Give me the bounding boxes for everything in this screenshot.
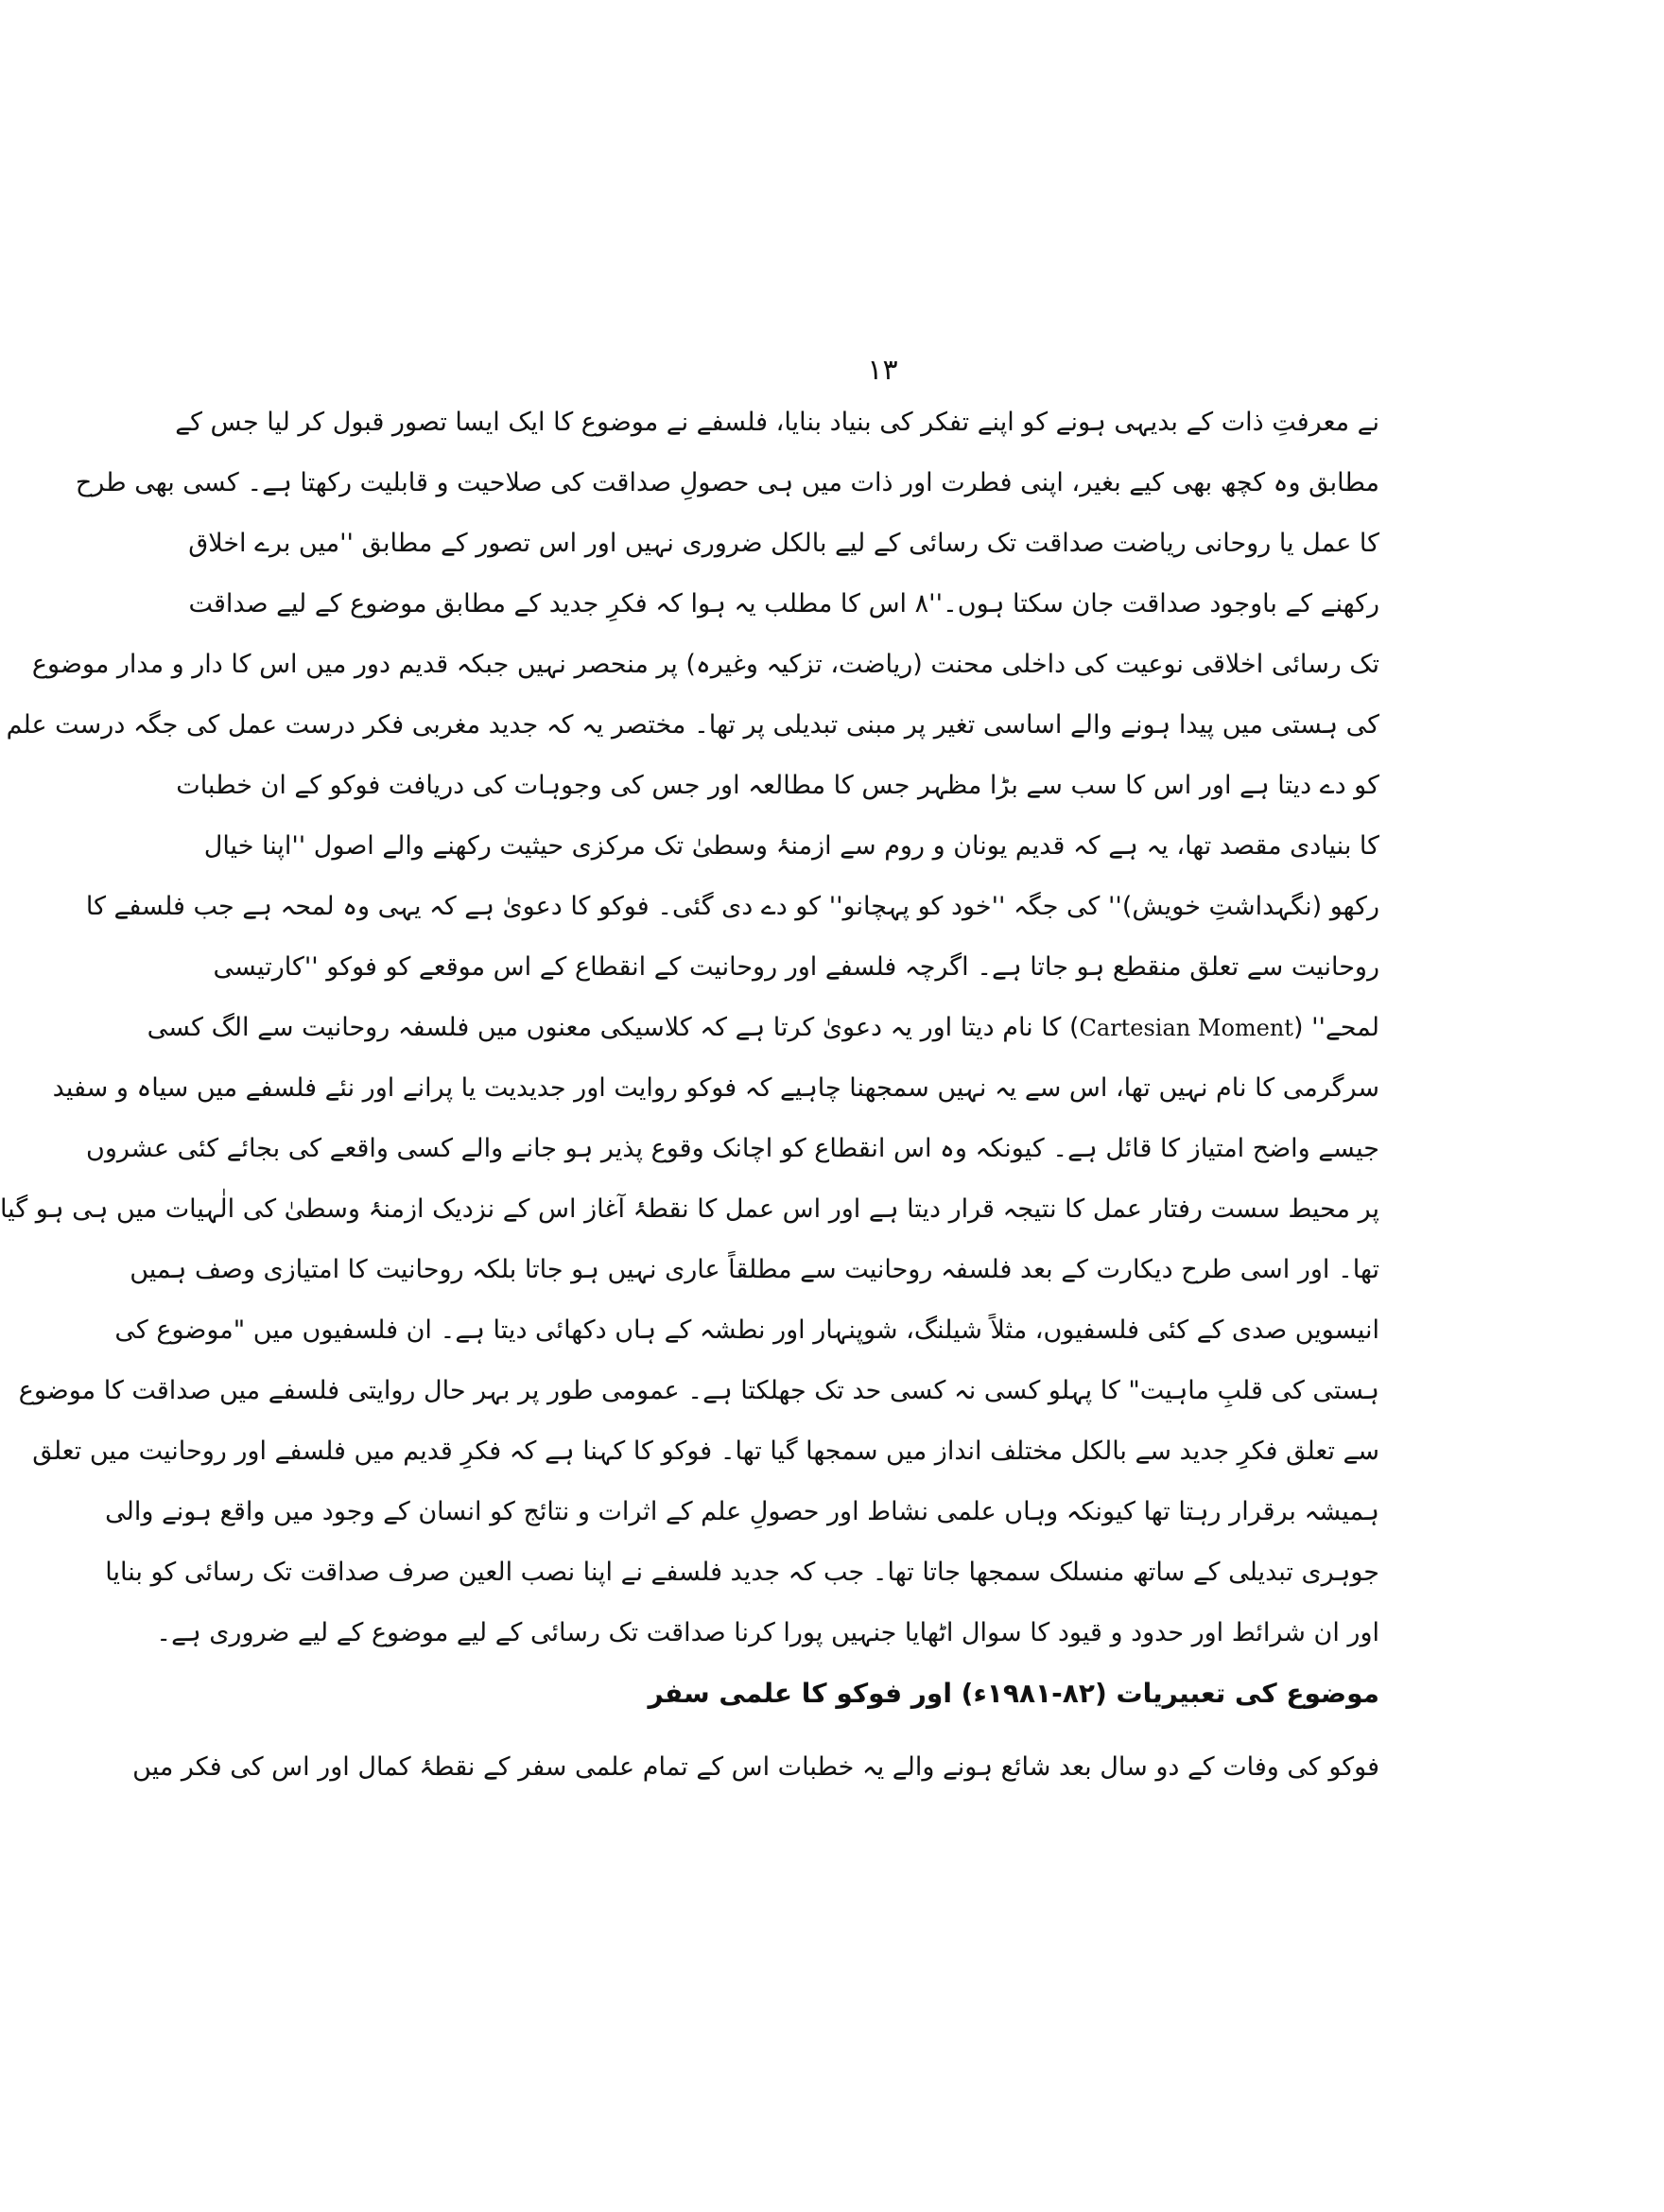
body-line: اور ان شرائط اور حدود و قیود کا سوال اٹھایا جنہیں پورا کرنا صداقت تک رسائی کے لیے موضوع کے لیے ضروری ہے۔ <box>156 1618 1379 1647</box>
body-line: سے تعلق فکرِ جدید سے بالکل مختلف انداز میں سمجھا گیا تھا۔ فوکو کا کہنا ہے کہ فکرِ قدیم میں فلسفے اور روحانیت میں تعلق <box>32 1437 1379 1466</box>
body-line: تک رسائی اخلاقی نوعیت کی داخلی محنت (ریاضت، تزکیہ وغیرہ) پر منحصر نہیں جبکہ قدیم دور میں اس کا دار و مدار موضوع <box>31 650 1379 679</box>
body-line: روحانیت سے تعلق منقطع ہو جاتا ہے۔ اگرچہ فلسفے اور روحانیت کے انقطاع کے اس موقعے کو فوکو ''کارتیسی <box>213 952 1379 982</box>
body-line: ہمیشہ برقرار رہتا تھا کیونکہ وہاں علمی نشاط اور حصولِ علم کے اثرات و نتائج کو انسان کے وجود میں واقع ہونے والی <box>105 1497 1379 1526</box>
body-line: نے معرفتِ ذات کے بدیہی ہونے کو اپنے تفکر کی بنیاد بنایا، فلسفے نے موضوع کا ایک ایسا تصور قبول کر لیا جس کے <box>175 408 1379 437</box>
body-line: انیسویں صدی کے کئی فلسفیوں، مثلاً شیلنگ، شوپنہار اور نطشہ کے ہاں دکھائی دیتا ہے۔ ان فلسفیوں میں "موضوع کی <box>114 1315 1379 1345</box>
cartesian-moment-term: Cartesian Moment <box>1079 1015 1293 1041</box>
body-line: جیسے واضح امتیاز کا قائل ہے۔ کیونکہ وہ اس انقطاع کو اچانک وقوع پذیر ہو جانے والے کسی واقعے کی بجائے کئی عشروں <box>86 1134 1379 1163</box>
body-text <box>0 392 1379 1798</box>
body-line: کو دے دیتا ہے اور اس کا سب سے بڑا مظہر جس کا مطالعہ اور جس کی وجوہات کی دریافت فوکو کے ان خطبات <box>176 771 1379 800</box>
body-line: رکھو (نگہداشتِ خویش)'' کی جگہ ''خود کو پہچانو'' کو دے دی گئی۔ فوکو کا دعویٰ ہے کہ یہی وہ لمحہ ہے جب فلسفے کا <box>85 892 1379 921</box>
body-line: کا بنیادی مقصد تھا، یہ ہے کہ قدیم یونان و روم سے ازمنۂ وسطیٰ تک مرکزی حیثیت رکھنے والے اصول ''اپنا خیال <box>203 831 1379 861</box>
body-line: کی ہستی میں پیدا ہونے والے اساسی تغیر پر مبنی تبدیلی پر تھا۔ مختصر یہ کہ جدید مغربی فکر درست عمل کی جگہ درست علم <box>6 710 1379 740</box>
body-line-cartesian: لمحے'' (Cartesian Moment) کا نام دیتا اور یہ دعویٰ کرتا ہے کہ کلاسیکی معنوں میں فلسفہ روحانیت سے الگ کسی <box>147 1013 1379 1042</box>
section-heading: موضوع کی تعبیریات (۸۲-۱۹۸۱ء) اور فوکو کا علمی سفر <box>648 1678 1379 1709</box>
body-line: پر محیط سست رفتار عمل کا نتیجہ قرار دیتا ہے اور اس عمل کا نقطۂ آغاز اس کے نزدیک ازمنۂ وسطیٰ کی الٰہیات میں ہی ہو گیا <box>0 1194 1379 1224</box>
body-line: ہستی کی قلبِ ماہیت" کا پہلو کسی نہ کسی حد تک جھلکتا ہے۔ عمومی طور پر بہر حال روایتی فلسفے میں صداقت کا موضوع <box>18 1376 1379 1405</box>
body-line: تھا۔ اور اسی طرح دیکارت کے بعد فلسفہ روحانیت سے مطلقاً عاری نہیں ہو جاتا بلکہ روحانیت کا امتیازی وصف ہمیں <box>130 1255 1379 1284</box>
page-number: ۱۳ <box>867 354 898 387</box>
body-line: جوہری تبدیلی کے ساتھ منسلک سمجھا جاتا تھا۔ جب کہ جدید فلسفے نے اپنا نصب العین صرف صداقت تک رسائی کو بنایا <box>105 1558 1379 1587</box>
body-line: سرگرمی کا نام نہیں تھا، اس سے یہ نہیں سمجھنا چاہیے کہ فوکو روایت اور جدیدیت یا پرانے اور نئے فلسفے میں سیاہ و سفید <box>52 1073 1379 1103</box>
body-line: مطابق وہ کچھ بھی کیے بغیر، اپنی فطرت اور ذات میں ہی حصولِ صداقت کی صلاحیت و قابلیت رکھتا ہے۔ کسی بھی طرح <box>75 468 1379 497</box>
body-line: کا عمل یا روحانی ریاضت صداقت تک رسائی کے لیے بالکل ضروری نہیں اور اس تصور کے مطابق ''میں برے اخلاق <box>188 529 1379 558</box>
next-paragraph: فوکو کی وفات کے دو سال بعد شائع ہونے والے یہ خطبات اس کے تمام علمی سفر کے نقطۂ کمال اور اس کی فکر میں <box>132 1752 1379 1782</box>
body-line: رکھنے کے باوجود صداقت جان سکتا ہوں۔''۸ اس کا مطلب یہ ہوا کہ فکرِ جدید کے مطابق موضوع کے لیے صداقت <box>188 589 1379 618</box>
